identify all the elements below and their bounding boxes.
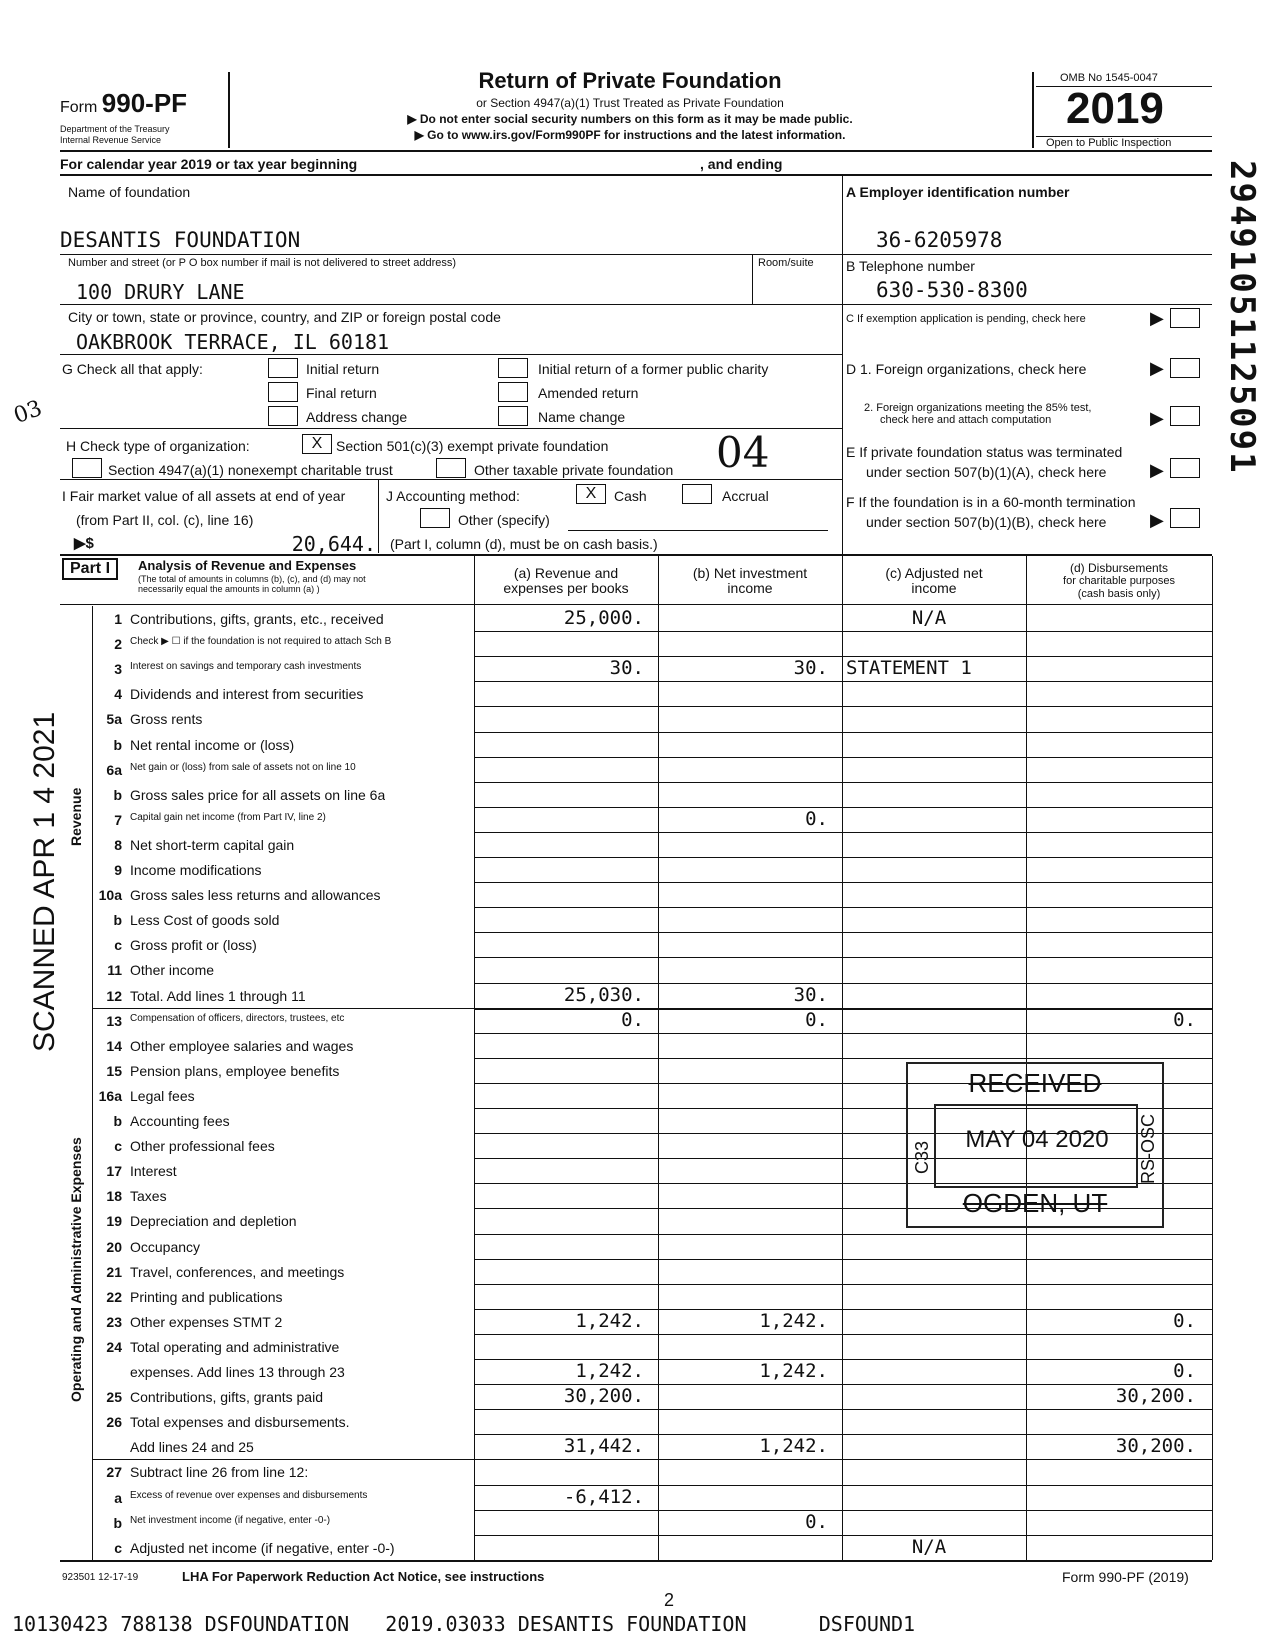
initial-former-checkbox[interactable] xyxy=(498,358,528,378)
stamp-received: RECEIVED xyxy=(968,1068,1102,1098)
line-description: Net investment income (if negative, enter -0-) xyxy=(130,1514,331,1526)
line-number: c xyxy=(114,937,122,954)
line-number: a xyxy=(114,1489,122,1506)
c-exemption-label: C If exemption application is pending, check here xyxy=(846,313,1086,325)
line-description: Contributions, gifts, grants paid xyxy=(130,1389,323,1406)
other-method-checkbox[interactable] xyxy=(420,508,450,528)
line-number: 8 xyxy=(114,836,122,853)
line-number: b xyxy=(113,912,122,929)
stamp-city: OGDEN, UT xyxy=(962,1188,1108,1218)
g-label: G Check all that apply: xyxy=(62,361,203,377)
notice-ssn: ▶ Do not enter social security numbers on this form as it may be made public. xyxy=(407,112,853,126)
cell-col-b[interactable]: 1,242. xyxy=(759,1435,828,1458)
line-description: Total expenses and disbursements. xyxy=(130,1414,350,1431)
line-number: 5a xyxy=(106,711,122,728)
ein-label: A Employer identification number xyxy=(846,184,1070,200)
part1-note2: necessarily equal the amounts in column (a) ) xyxy=(138,584,320,594)
line-number: 20 xyxy=(106,1238,122,1255)
cell-col-b[interactable]: 1,242. xyxy=(759,1309,828,1332)
h-label: H Check type of organization: xyxy=(66,438,250,454)
line-description: Compensation of officers, directors, trustees, etc xyxy=(130,1012,345,1024)
line-number: 23 xyxy=(106,1313,122,1330)
arrow-icon: ▶ xyxy=(1150,460,1164,480)
dept-line2: Internal Revenue Service xyxy=(60,135,162,145)
form-title: Return of Private Foundation xyxy=(478,68,782,93)
arrow-icon: ▶ xyxy=(1150,408,1164,428)
line-number: b xyxy=(113,1514,122,1531)
received-stamp xyxy=(906,1062,1164,1228)
line-description: expenses. Add lines 13 through 23 xyxy=(130,1364,345,1380)
line-number: 15 xyxy=(106,1062,122,1079)
final-return-checkbox[interactable] xyxy=(268,382,298,402)
cell-col-a[interactable]: 25,000. xyxy=(563,607,644,629)
line-number: c xyxy=(114,1539,122,1556)
line-description: Excess of revenue over expenses and disbursements xyxy=(130,1489,368,1501)
arrow-icon: ▶ xyxy=(1150,358,1164,378)
street-label: Number and street (or P O box number if mail is not delivered to street address) xyxy=(68,257,457,269)
cell-col-c[interactable]: N/A xyxy=(911,1535,947,1558)
line-number: 26 xyxy=(106,1414,122,1431)
line-number: 27 xyxy=(106,1464,122,1481)
form-label: Form 990-PF xyxy=(60,88,188,118)
f-label-line2: under section 507(b)(1)(B), check here xyxy=(866,514,1107,530)
line-description: Less Cost of goods sold xyxy=(130,912,280,929)
col-c-header: (c) Adjusted net income xyxy=(885,565,983,596)
h-501c3-checkbox[interactable]: X xyxy=(302,434,332,454)
tax-year: 2019 xyxy=(1066,84,1164,133)
phone-label: B Telephone number xyxy=(846,258,975,274)
line-description: Contributions, gifts, grants, etc., received xyxy=(130,611,384,627)
line-description: Interest xyxy=(130,1163,177,1180)
col-b-header: (b) Net investment income xyxy=(692,565,808,596)
part1-label: Part I xyxy=(62,558,118,580)
cell-col-a[interactable]: 25,030. xyxy=(563,983,644,1006)
line-description: Interest on savings and temporary cash investments xyxy=(130,661,362,673)
i-label-line2: (from Part II, col. (c), line 16) xyxy=(76,512,254,528)
line-description: Subtract line 26 from line 12: xyxy=(130,1464,309,1481)
line-description: Total operating and administrative xyxy=(130,1338,340,1355)
line-number: 24 xyxy=(106,1338,122,1355)
ein-value[interactable]: 36-6205978 xyxy=(876,228,1003,252)
line-description: Legal fees xyxy=(130,1087,195,1104)
part1-note1: (The total of amounts in columns (b), (c), and (d) may not xyxy=(138,574,366,584)
col-d-header: (d) Disbursements for charitable purposes (cash basis only) xyxy=(1063,561,1175,600)
line-number: 10a xyxy=(98,887,122,904)
d2-label-line2: check here and attach computation xyxy=(880,414,1052,426)
footer-code: 923501 12-17-19 xyxy=(62,1572,139,1583)
i-label-line1: I Fair market value of all assets at end of year xyxy=(62,488,346,504)
line-description: Depreciation and depletion xyxy=(130,1213,297,1230)
line-number: 1 xyxy=(114,611,122,627)
cell-col-a[interactable]: -6,412. xyxy=(563,1485,644,1508)
line-description: Gross sales price for all assets on line 6a xyxy=(130,786,386,803)
handwritten-03: 03 xyxy=(10,395,46,430)
arrow-icon: ▶ xyxy=(1150,308,1164,328)
line-number: 21 xyxy=(106,1263,122,1280)
accrual-label: Accrual xyxy=(722,488,769,504)
line-description: Pension plans, employee benefits xyxy=(130,1062,340,1079)
line-description: Other professional fees xyxy=(130,1138,275,1155)
cash-checkbox[interactable]: X xyxy=(576,484,606,504)
line-number: 3 xyxy=(114,661,122,678)
address-change-checkbox[interactable] xyxy=(268,406,298,426)
amended-return-checkbox[interactable] xyxy=(498,382,528,402)
e-label-line2: under section 507(b)(1)(A), check here xyxy=(866,464,1107,480)
f-checkbox[interactable] xyxy=(1170,508,1200,528)
initial-former-label: Initial return of a former public charity xyxy=(538,361,769,377)
line-number: 13 xyxy=(106,1012,122,1029)
c-exemption-checkbox[interactable] xyxy=(1170,308,1200,328)
name-change-label: Name change xyxy=(538,409,626,425)
line-description: Add lines 24 and 25 xyxy=(130,1439,254,1456)
line-number: 16a xyxy=(98,1087,122,1104)
d2-label-line1: 2. Foreign organizations meeting the 85% test, xyxy=(864,402,1092,414)
handwritten-04: 04 xyxy=(716,428,770,477)
i-arrow: ▶$ xyxy=(74,535,94,552)
line-number: 9 xyxy=(114,862,122,878)
line-number: b xyxy=(113,1113,122,1129)
line-description: Dividends and interest from securities xyxy=(130,686,364,703)
h-4947-checkbox[interactable] xyxy=(72,458,102,478)
line-description: Taxes xyxy=(130,1188,167,1205)
e-checkbox[interactable] xyxy=(1170,458,1200,478)
form-subtitle: or Section 4947(a)(1) Trust Treated as Private Foundation xyxy=(476,96,784,110)
notice-url: ▶ Go to www.irs.gov/Form990PF for instructions and the latest information. xyxy=(414,128,846,142)
cell-col-b[interactable]: 1,242. xyxy=(759,1360,828,1382)
page-number: 2 xyxy=(664,1590,675,1610)
arrow-icon: ▶ xyxy=(1150,510,1164,530)
address-change-label: Address change xyxy=(306,409,408,425)
part1-title: Analysis of Revenue and Expenses xyxy=(138,558,357,573)
amended-return-label: Amended return xyxy=(538,385,639,401)
cell-col-d[interactable]: 30,200. xyxy=(1115,1385,1196,1408)
footer-form-ref: Form 990-PF (2019) xyxy=(1062,1569,1189,1585)
line-description: Printing and publications xyxy=(130,1288,283,1305)
d1-checkbox[interactable] xyxy=(1170,358,1200,378)
line-description: Gross profit or (loss) xyxy=(130,937,257,954)
line-number: b xyxy=(113,736,122,753)
cell-col-d[interactable]: 0. xyxy=(1173,1309,1196,1332)
cell-col-b[interactable]: 30. xyxy=(793,983,828,1006)
cell-col-b[interactable]: 0. xyxy=(805,807,828,830)
cell-col-d[interactable]: 0. xyxy=(1173,1360,1196,1382)
cell-col-b[interactable]: 0. xyxy=(805,1510,828,1533)
line-number: 12 xyxy=(106,987,122,1004)
city-state-zip[interactable]: OAKBROOK TERRACE, IL 60181 xyxy=(76,330,390,354)
cell-col-a[interactable]: 1,242. xyxy=(575,1360,644,1382)
cell-col-c[interactable]: STATEMENT 1 xyxy=(846,657,972,680)
stamp-right-code: RS-OSC xyxy=(1138,1113,1158,1184)
line-description: Net rental income or (loss) xyxy=(130,736,295,753)
phone-value[interactable]: 630-530-8300 xyxy=(876,278,1028,302)
line-description: Gross rents xyxy=(130,711,203,728)
line-description: Other income xyxy=(130,962,215,979)
cell-col-a[interactable]: 1,242. xyxy=(575,1309,644,1332)
line-description: Adjusted net income (if negative, enter -0-) xyxy=(130,1539,395,1556)
line-description: Total. Add lines 1 through 11 xyxy=(130,987,306,1004)
calendar-line: For calendar year 2019 or tax year beginning xyxy=(60,156,358,172)
line-description: Accounting fees xyxy=(130,1113,230,1129)
cell-col-b[interactable]: 0. xyxy=(805,1008,828,1031)
cell-col-d[interactable]: 0. xyxy=(1173,1008,1196,1031)
cash-label: Cash xyxy=(614,488,647,504)
line-description: Net gain or (loss) from sale of assets not on line 10 xyxy=(130,761,356,773)
cell-col-b[interactable]: 30. xyxy=(793,657,828,680)
cell-col-a[interactable]: 30,200. xyxy=(563,1385,644,1408)
stamp-date: MAY 04 2020 xyxy=(965,1126,1109,1153)
line-number: c xyxy=(114,1138,122,1155)
cell-col-d[interactable]: 30,200. xyxy=(1115,1435,1196,1458)
line-description: Occupancy xyxy=(130,1238,201,1255)
line-description: Check ▶ ☐ if the foundation is not required to attach Sch B xyxy=(130,636,392,648)
line-number: b xyxy=(113,786,122,803)
footer-lha: LHA For Paperwork Reduction Act Notice, see instructions xyxy=(182,1569,545,1584)
footer-bottom-line: 10130423 788138 DSFOUNDATION 2019.03033 DESANTIS FOUNDATION DSFOUND1 xyxy=(12,1612,916,1636)
dln-number: 29491051125091 xyxy=(1222,160,1262,475)
line-number: 11 xyxy=(107,962,122,979)
h-4947-label: Section 4947(a)(1) nonexempt charitable trust xyxy=(108,462,393,478)
d1-label: D 1. Foreign organizations, check here xyxy=(846,361,1087,377)
city-label: City or town, state or province, country, and ZIP or foreign postal code xyxy=(68,309,501,325)
line-number: 2 xyxy=(114,636,122,653)
line-number: 18 xyxy=(106,1188,122,1205)
and-ending: , and ending xyxy=(700,156,783,172)
d2-checkbox[interactable] xyxy=(1170,406,1200,426)
h-other-checkbox[interactable] xyxy=(436,458,466,478)
foundation-name[interactable]: DESANTIS FOUNDATION xyxy=(60,228,301,252)
line-number: 17 xyxy=(106,1163,122,1180)
line-description: Capital gain net income (from Part IV, line 2) xyxy=(130,811,326,823)
line-number: 6a xyxy=(106,761,122,778)
dept-line1: Department of the Treasury xyxy=(60,124,170,134)
cash-basis-note: (Part I, column (d), must be on cash basis.) xyxy=(390,536,658,552)
name-label: Name of foundation xyxy=(68,184,191,200)
line-description: Gross sales less returns and allowances xyxy=(130,887,381,904)
stamp-left-code: C33 xyxy=(912,1140,932,1174)
line-description: Income modifications xyxy=(130,862,262,878)
final-return-label: Final return xyxy=(306,385,377,401)
line-number: 25 xyxy=(106,1389,122,1406)
line-number: 14 xyxy=(106,1037,122,1054)
form-number: 990-PF xyxy=(101,88,188,118)
e-label-line1: E If private foundation status was terminated xyxy=(846,444,1123,460)
line-number: 19 xyxy=(106,1213,122,1230)
h-501c3-label: Section 501(c)(3) exempt private foundation xyxy=(336,438,609,454)
side-expenses: Operating and Administrative Expenses xyxy=(68,1137,84,1402)
open-public: Open to Public Inspection xyxy=(1046,137,1172,149)
col-a-header: (a) Revenue and expenses per books xyxy=(503,565,629,596)
line-number: 4 xyxy=(114,686,122,703)
f-label-line1: F If the foundation is in a 60-month termination xyxy=(846,494,1136,510)
line-number: 7 xyxy=(114,811,122,828)
cell-col-a[interactable]: 30. xyxy=(609,657,644,680)
cell-col-c[interactable]: N/A xyxy=(911,607,947,629)
name-change-checkbox[interactable] xyxy=(498,406,528,426)
h-other-label: Other taxable private foundation xyxy=(474,462,674,478)
line-number: 22 xyxy=(106,1288,122,1305)
line-description: Other expenses STMT 2 xyxy=(130,1313,283,1330)
other-specify-label: Other (specify) xyxy=(458,512,550,528)
accrual-checkbox[interactable] xyxy=(682,484,712,504)
cell-col-a[interactable]: 31,442. xyxy=(563,1435,644,1458)
omb-number: OMB No 1545-0047 xyxy=(1060,72,1158,84)
line-description: Net short-term capital gain xyxy=(130,836,295,853)
j-label: J Accounting method: xyxy=(386,488,520,504)
initial-return-label: Initial return xyxy=(306,361,380,377)
cell-col-a[interactable]: 0. xyxy=(621,1008,644,1031)
initial-return-checkbox[interactable] xyxy=(268,358,298,378)
fair-market-value[interactable]: 20,644. xyxy=(291,532,376,556)
street-address[interactable]: 100 DRURY LANE xyxy=(76,280,245,304)
side-revenue: Revenue xyxy=(68,787,84,846)
room-label: Room/suite xyxy=(758,257,814,269)
line-description: Other employee salaries and wages xyxy=(130,1037,354,1054)
line-description: Travel, conferences, and meetings xyxy=(130,1263,345,1280)
scanned-stamp: SCANNED APR 1 4 2021 xyxy=(28,711,61,1052)
